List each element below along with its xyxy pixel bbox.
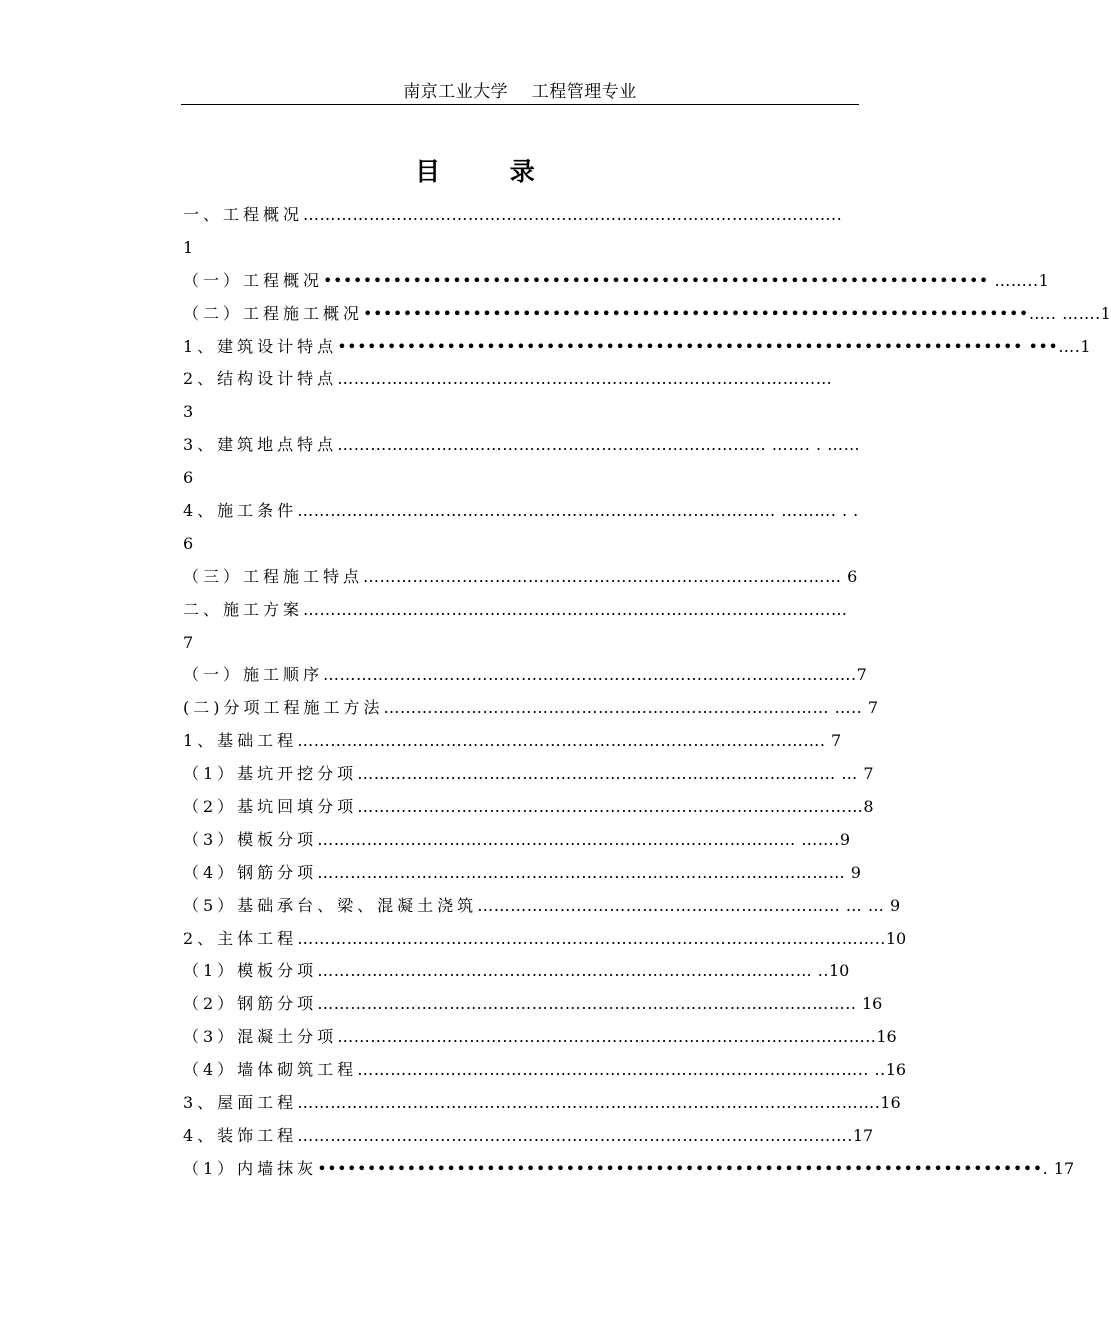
toc-leader-dots: …………………………………………………………………………………….. <box>317 994 862 1014</box>
toc-leader-dots: …………………………………………………………………… ……. . …… <box>337 435 861 455</box>
toc-page-number: 17 <box>852 1125 874 1145</box>
toc-entry[interactable] <box>183 659 867 692</box>
toc-leader-dots: •••••••••••••••••••••••••••••••••••••••••••••••••••••••••••••••••••••••••. <box>317 1158 1054 1178</box>
toc-entry[interactable] <box>183 594 863 627</box>
toc-page-number: 7 <box>183 632 194 652</box>
toc-page-number: 6 <box>847 566 858 586</box>
toc-entry-label: 3、屋面工程 <box>183 1093 298 1113</box>
toc-page-number: 7 <box>831 731 842 751</box>
toc-entry[interactable] <box>183 824 863 857</box>
toc-entry-label: (二)分项工程施工方法 <box>183 698 384 718</box>
toc-leader-dots: …………………………………………………………………………………….. <box>303 205 843 224</box>
toc-entry[interactable] <box>183 462 863 495</box>
toc-entry-label: （三）工程施工特点 <box>183 566 364 586</box>
toc-entry[interactable] <box>183 199 863 232</box>
toc-leader-dots: ……………………………………………………………………………… <box>337 369 833 389</box>
toc-entry[interactable] <box>183 725 863 758</box>
page-header: 南京工业大学 工程管理专业 <box>403 82 637 102</box>
toc-entry[interactable] <box>183 561 863 594</box>
header-rule <box>181 104 859 105</box>
toc-leader-dots: ……………………………………………………………………………………… <box>303 599 848 619</box>
toc-page-number: 10 <box>828 961 850 981</box>
toc-leader-dots: …………………………………………………………………………… <box>363 566 848 586</box>
toc-entry[interactable] <box>183 1021 897 1054</box>
toc-page-number: 6 <box>183 468 194 488</box>
toc-page-number: 16 <box>880 1093 901 1113</box>
toc-leader-dots: …………………………………………………………………………………… <box>317 862 851 882</box>
toc-entry-label: （5）基础承台、梁、混凝土浇筑 <box>183 895 478 915</box>
toc-entry-label: 4、施工条件 <box>183 501 298 521</box>
toc-page-number: 9 <box>850 862 861 882</box>
toc-entry-label: 1、建筑设计特点 <box>183 336 338 356</box>
toc-entry-label: 1、基础工程 <box>183 731 298 751</box>
toc-entry-label: （1）内墙抹灰 <box>183 1158 318 1178</box>
toc-page-number: 9 <box>839 829 851 849</box>
toc-page-number: 17 <box>1053 1158 1075 1178</box>
toc-leader-dots: ……………………………………………………………………………………. <box>323 665 857 685</box>
toc-leader-dots: ••••••••••••••••••••••••••••••••••••••••••••••••••••••••••••••••••• …….. <box>323 270 1039 290</box>
toc-entry[interactable] <box>183 1087 901 1120</box>
toc-entry[interactable] <box>183 265 1049 298</box>
toc-entry[interactable] <box>183 1054 907 1087</box>
toc-leader-dots: …………………………………………………………………….………….. .. <box>357 1060 886 1080</box>
toc-entry[interactable] <box>183 857 863 890</box>
toc-leader-dots: ……………………………………………………………………………………………. <box>297 1093 881 1113</box>
toc-page-number: 7 <box>856 665 867 685</box>
toc-entry-label: 4、装饰工程 <box>183 1125 298 1145</box>
toc-entry-label: （1）模板分项 <box>183 961 318 981</box>
toc-page-number: 9 <box>889 895 901 915</box>
toc-entry-label: （1）基坑开挖分项 <box>183 764 358 784</box>
toc-entry-label: （3）混凝土分项 <box>183 1027 338 1047</box>
toc-page-number: 16 <box>885 1060 907 1080</box>
toc-entry[interactable] <box>183 363 863 396</box>
toc-entry[interactable] <box>183 890 901 923</box>
toc-page-number: 1 <box>1038 270 1049 290</box>
toc-entry-label: （2）钢筋分项 <box>183 994 318 1014</box>
toc-leader-dots: …………………………………………………………………………………….. <box>337 1027 877 1047</box>
toc-entry-label: 3、建筑地点特点 <box>183 435 338 455</box>
toc-page-number: 6 <box>183 533 194 553</box>
toc-entry[interactable] <box>183 1120 874 1153</box>
toc-page-number: 1 <box>1100 303 1111 323</box>
toc-leader-dots: ……………………………………………………………………………..……. <box>297 731 832 751</box>
toc-entry[interactable] <box>183 396 863 429</box>
toc-entry[interactable] <box>183 1153 1075 1186</box>
toc-leader-dots: ……………………………………………………………………… ….. <box>383 698 868 718</box>
toc-leader-dots: …………………………………………………………………………………………….. <box>297 928 886 948</box>
toc-page-number: 7 <box>867 698 879 718</box>
toc-leader-dots: ………………………………………………………… … … <box>477 895 890 915</box>
toc-leader-dots: …………………………………………………………………………… ………. . . <box>297 501 859 521</box>
toc-entry-label: （4）墙体砌筑工程 <box>183 1060 358 1080</box>
toc-entry[interactable] <box>183 955 863 988</box>
toc-entry[interactable] <box>183 791 874 824</box>
toc-entry-label: 二、施工方案 <box>183 599 304 619</box>
toc-entry[interactable] <box>183 495 863 528</box>
toc-leader-dots: ••••••••••••••••••••••••••••••••••••••••••••••••••••••••••••••••••••• •••…. <box>337 336 1081 356</box>
toc-entry-label: 2、主体工程 <box>183 928 298 948</box>
toc-entry-label: （2）基坑回填分项 <box>183 797 358 817</box>
toc-entry-label: （3）模板分项 <box>183 829 318 849</box>
toc-leader-dots: …………………………………………………………………………… … <box>357 764 864 784</box>
toc-page-number: 16 <box>861 994 883 1014</box>
toc-entry[interactable] <box>183 627 863 660</box>
toc-page-number: 3 <box>183 402 194 422</box>
toc-page-number: 8 <box>863 797 874 817</box>
toc-entry-label: （一）工程概况 <box>183 270 324 290</box>
toc-entry[interactable] <box>183 988 883 1021</box>
toc-page-number: 16 <box>876 1027 897 1047</box>
table-of-contents <box>183 199 1111 1186</box>
toc-leader-dots: •••••••••••••••••••••••••••••••••••••••••••••••••••••••••••••••••••….. ……. <box>363 303 1101 323</box>
toc-page-number: 1 <box>183 237 194 257</box>
toc-leader-dots: …………………….…………………………………………………………………. <box>297 1125 853 1145</box>
toc-entry-label: （4）钢筋分项 <box>183 862 318 882</box>
toc-leader-dots: ……………………………………………………………………………… .. <box>317 961 829 981</box>
toc-entry-label: （二）工程施工概况 <box>183 303 364 323</box>
toc-entry-label: 一、工程概况 <box>183 205 304 224</box>
toc-page-number: 7 <box>863 764 874 784</box>
toc-entry[interactable] <box>183 298 1111 331</box>
toc-leader-dots: …………………………………………………………………………… ……. <box>317 829 840 849</box>
toc-entry-label: 2、结构设计特点 <box>183 369 338 389</box>
toc-page-number: 10 <box>885 928 907 948</box>
toc-entry[interactable] <box>183 528 863 561</box>
toc-entry[interactable] <box>183 331 1091 364</box>
toc-leader-dots: …………………………………………………………………………..…… <box>357 797 864 817</box>
page-title: 目 录 <box>415 157 535 186</box>
toc-entry-label: （一）施工顺序 <box>183 665 324 685</box>
toc-entry[interactable] <box>183 232 863 265</box>
toc-page-number: 1 <box>1080 336 1091 356</box>
toc-entry[interactable] <box>183 758 874 791</box>
toc-entry[interactable] <box>183 923 907 956</box>
toc-entry[interactable] <box>183 692 879 725</box>
toc-entry[interactable] <box>183 429 863 462</box>
